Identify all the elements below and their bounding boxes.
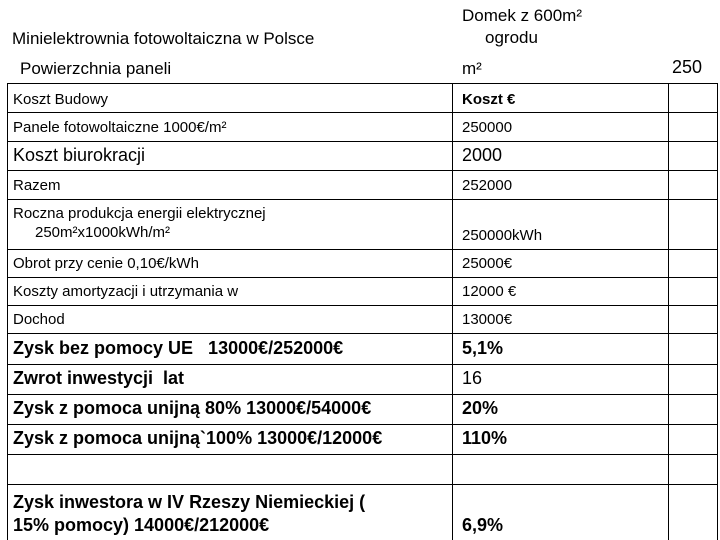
row-value: 5,1% <box>462 338 504 358</box>
row-divider <box>7 424 718 425</box>
row-value: 110% <box>462 428 508 448</box>
row-divider <box>7 83 718 84</box>
row-divider <box>7 364 718 365</box>
table-border-left <box>7 83 8 540</box>
panel-area-label: Powierzchnia paneli <box>20 59 172 78</box>
row-label: Koszt biurokracji <box>13 145 146 165</box>
row-divider <box>7 454 718 455</box>
row-divider <box>7 484 718 485</box>
row-label: Koszt Budowy <box>13 91 109 108</box>
row-value: 250000 <box>462 119 513 136</box>
row-value: 12000 € <box>462 283 517 300</box>
row-divider <box>7 277 718 278</box>
row-label: 15% pomocy) 14000€/212000€ <box>13 515 270 535</box>
row-value: 6,9% <box>462 515 504 535</box>
row-label: Panele fotowoltaiczne 1000€/m² <box>13 119 227 136</box>
column-divider <box>452 83 453 540</box>
page-title: Minielektrownia fotowoltaiczna w Polsce <box>12 29 315 48</box>
row-value: 252000 <box>462 177 513 194</box>
row-label: Dochod <box>13 311 65 328</box>
row-divider <box>7 112 718 113</box>
row-value: 25000€ <box>462 255 513 272</box>
row-label: Zysk inwestora w IV Rzeszy Niemieckiej ( <box>13 492 366 512</box>
row-value: 13000€ <box>462 311 513 328</box>
row-label: Koszty amortyzacji i utrzymania w <box>13 283 239 300</box>
row-label: Obrot przy cenie 0,10€/kWh <box>13 255 199 272</box>
row-label: Razem <box>13 177 61 194</box>
row-divider <box>7 141 718 142</box>
row-label: Zysk z pomoca unijną 80% 13000€/54000€ <box>13 398 372 418</box>
row-divider <box>7 249 718 250</box>
row-value: 16 <box>462 368 483 388</box>
column-header: Domek z 600m² <box>462 6 582 25</box>
row-label: Zysk bez pomocy UE 13000€/252000€ <box>13 338 344 358</box>
row-divider <box>7 394 718 395</box>
row-divider <box>7 333 718 334</box>
row-value: Koszt € <box>462 91 516 108</box>
table-border-right <box>717 83 718 540</box>
row-divider <box>7 305 718 306</box>
row-label: 250m²x1000kWh/m² <box>35 224 171 241</box>
row-divider <box>7 170 718 171</box>
row-label: Zysk z pomoca unijną`100% 13000€/12000€ <box>13 428 383 448</box>
column-header: ogrodu <box>485 28 538 47</box>
row-label: Roczna produkcja energii elektrycznej <box>13 205 266 222</box>
row-label: Zwrot inwestycji lat <box>13 368 185 388</box>
row-divider <box>7 199 718 200</box>
panel-area-value: 250 <box>672 57 703 77</box>
row-value: 250000kWh <box>462 227 543 244</box>
column-divider-right <box>668 83 669 540</box>
row-value: 2000 <box>462 145 503 165</box>
row-value: 20% <box>462 398 499 418</box>
panel-area-unit: m² <box>462 59 482 78</box>
